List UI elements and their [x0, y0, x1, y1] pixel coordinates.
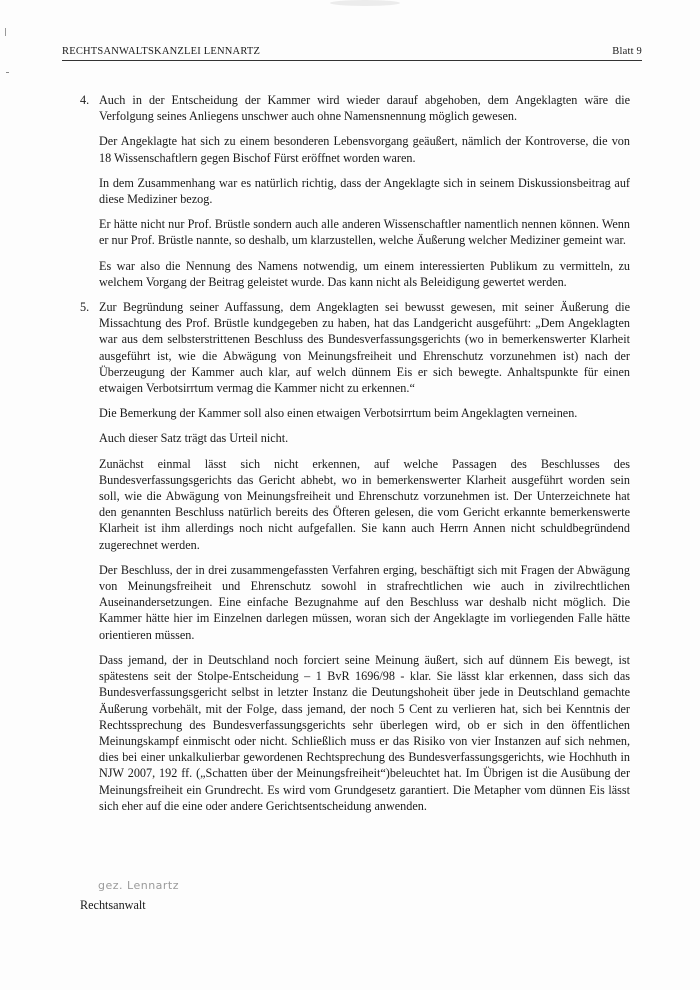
item-number: 5. [80, 300, 90, 315]
margin-mark [5, 28, 10, 36]
paragraph: Zunächst einmal lässt sich nicht erkennen, auf welche Passagen des Beschlusses des Bundesverfassungsgerichts das Gericht abhebt, wo in bemerkenswerter Klarheit ausgeführt worden sein soll, wie die Abwägung von Meinungsfreiheit und Ehrenschutz vorzunehmen ist. Der Unterzeichnete hat den genannten Beschluss natürlich bereits des Öfteren gelesen, die vom Gericht erkannte bemerkenswerte Klarheit ist ihm allerdings noch nicht aufgefallen. Sie kann auch Herrn Annen nicht schuldbegründend zugerechnet werden. [99, 456, 630, 552]
paragraph: Auch in der Entscheidung der Kammer wird wieder darauf abgehoben, dem Angeklagten wäre die Verfolgung seines Anliegens unschwer auch ohne Namensnennung möglich gewesen. [99, 93, 630, 124]
paragraph: Die Bemerkung der Kammer soll also einen etwaigen Verbotsirrtum beim Angeklagten verneinen. [99, 406, 578, 421]
paragraph: Es war also die Nennung des Namens notwendig, um einem interessierten Publikum zu vermitteln, zu welchem Vorgang der Beitrag geleistet wurde. Das kann nicht als Beleidigung gewertet werden. [99, 258, 630, 289]
signature-stamp: gez. Lennartz [98, 879, 180, 892]
paragraph: Er hätte nicht nur Prof. Brüstle sondern auch alle anderen Wissenschaftler namentlich nennen können. Wenn er nur Prof. Brüstle nannte, so deshalb, um klarzustellen, welche Äußerung welcher Mediziner gemeint war. [99, 217, 630, 248]
paragraph: Der Beschluss, der in drei zusammengefassten Verfahren erging, beschäftigt sich mit Fragen der Abwägung von Meinungsfreiheit und Ehrenschutz sowohl in strafrechtlichen wie auch in zivilrechtlichen Auseinandersetzungen. Eine einfache Bezugnahme auf den Beschluss war deshalb nicht möglich. Die Kammer hätte hier im Einzelnen darlegen müssen, woran sich der Angeklagte im vorliegenden Falle hätte orientieren müssen. [99, 562, 630, 642]
item-number: 4. [80, 93, 90, 107]
paragraph: Der Angeklagte hat sich zu einem besonderen Lebensvorgang geäußert, nämlich der Kontroverse, die von 18 Wissenschaftlern gegen Bischof Fürst eröffnet worden waren. [99, 134, 630, 165]
document-body [80, 92, 630, 823]
signature-title: Rechtsanwalt [80, 898, 146, 912]
scan-smudge [330, 0, 400, 6]
paragraph: Zur Begründung seiner Auffassung, dem Angeklagten sei bewusst gewesen, mit seiner Äußerung die Missachtung des Prof. Brüstle kundgegeben zu haben, hat das Landgericht ausgeführt: „Dem Angeklagten war aus dem selbsterstrittenen Beschluss des Bundesverfassungsgerichts (wo in bemerkenswerter Klarheit ausgeführt ist, wie die Abwägung von Meinungsfreiheit und Ehrenschutz vorzunehmen ist) nach der Überzeugung der Kammer auch klar, auf welch dünnem Eis er sich bewegte. Anhaltspunkte für einen etwaigen Verbotsirrtum vermag die Kammer nicht zu erkennen.“ [99, 300, 630, 396]
paragraph: In dem Zusammenhang war es natürlich richtig, dass der Angeklagte sich in seinem Diskussionsbeitrag auf diese Mediziner bezog. [99, 175, 630, 207]
firm-name: RECHTSANWALTSKANZLEI LENNARTZ [62, 46, 261, 57]
letterhead [62, 44, 642, 61]
sheet-number: Blatt 9 [612, 46, 642, 57]
paragraph: Auch dieser Satz trägt das Urteil nicht. [99, 431, 289, 446]
paragraph: Dass jemand, der in Deutschland noch forciert seine Meinung äußert, sich auf dünnem Eis bewegt, ist spätestens seit der Stolpe-Entscheidung – 1 BvR 1696/98 - klar. Sie lässt klar erkennen, dass sich das Bundesverfassungsgericht selbst in letzter Instanz die Deutungshoheit über jede in Deutschland gemachte Äußerung vorbehält, mit der Folge, dass jemand, der noch 5 Cent zu verlieren hat, sich bei Kenntnis der Rechtssprechung des Bundesverfassungsgerichts sehr überlegen wird, ob er sich in den öffentlichen Meinungskampf einmischt oder nicht. Schließlich muss er das Risiko von vier Instanzen auf sich nehmen, dies bei einer unkalkulierbar gewordenen Rechtsprechung des Bundesverfassungsgerichts, wie Hochhuth in NJW 2007, 192 ff. („Schatten über der Meinungsfreiheit“)beleuchtet hat. Im Übrigen ist die Ausübung der Meinungsfreiheit ein Grundrecht. Es wird vom Grundgesetz garantiert. Die Metapher vom dünnen Eis lässt sich eher auf die eine oder andere Gerichtsentscheidung anwenden. [99, 652, 630, 813]
numbered-item-5 [80, 299, 630, 814]
numbered-item-4 [80, 92, 630, 290]
margin-mark [6, 72, 9, 73]
